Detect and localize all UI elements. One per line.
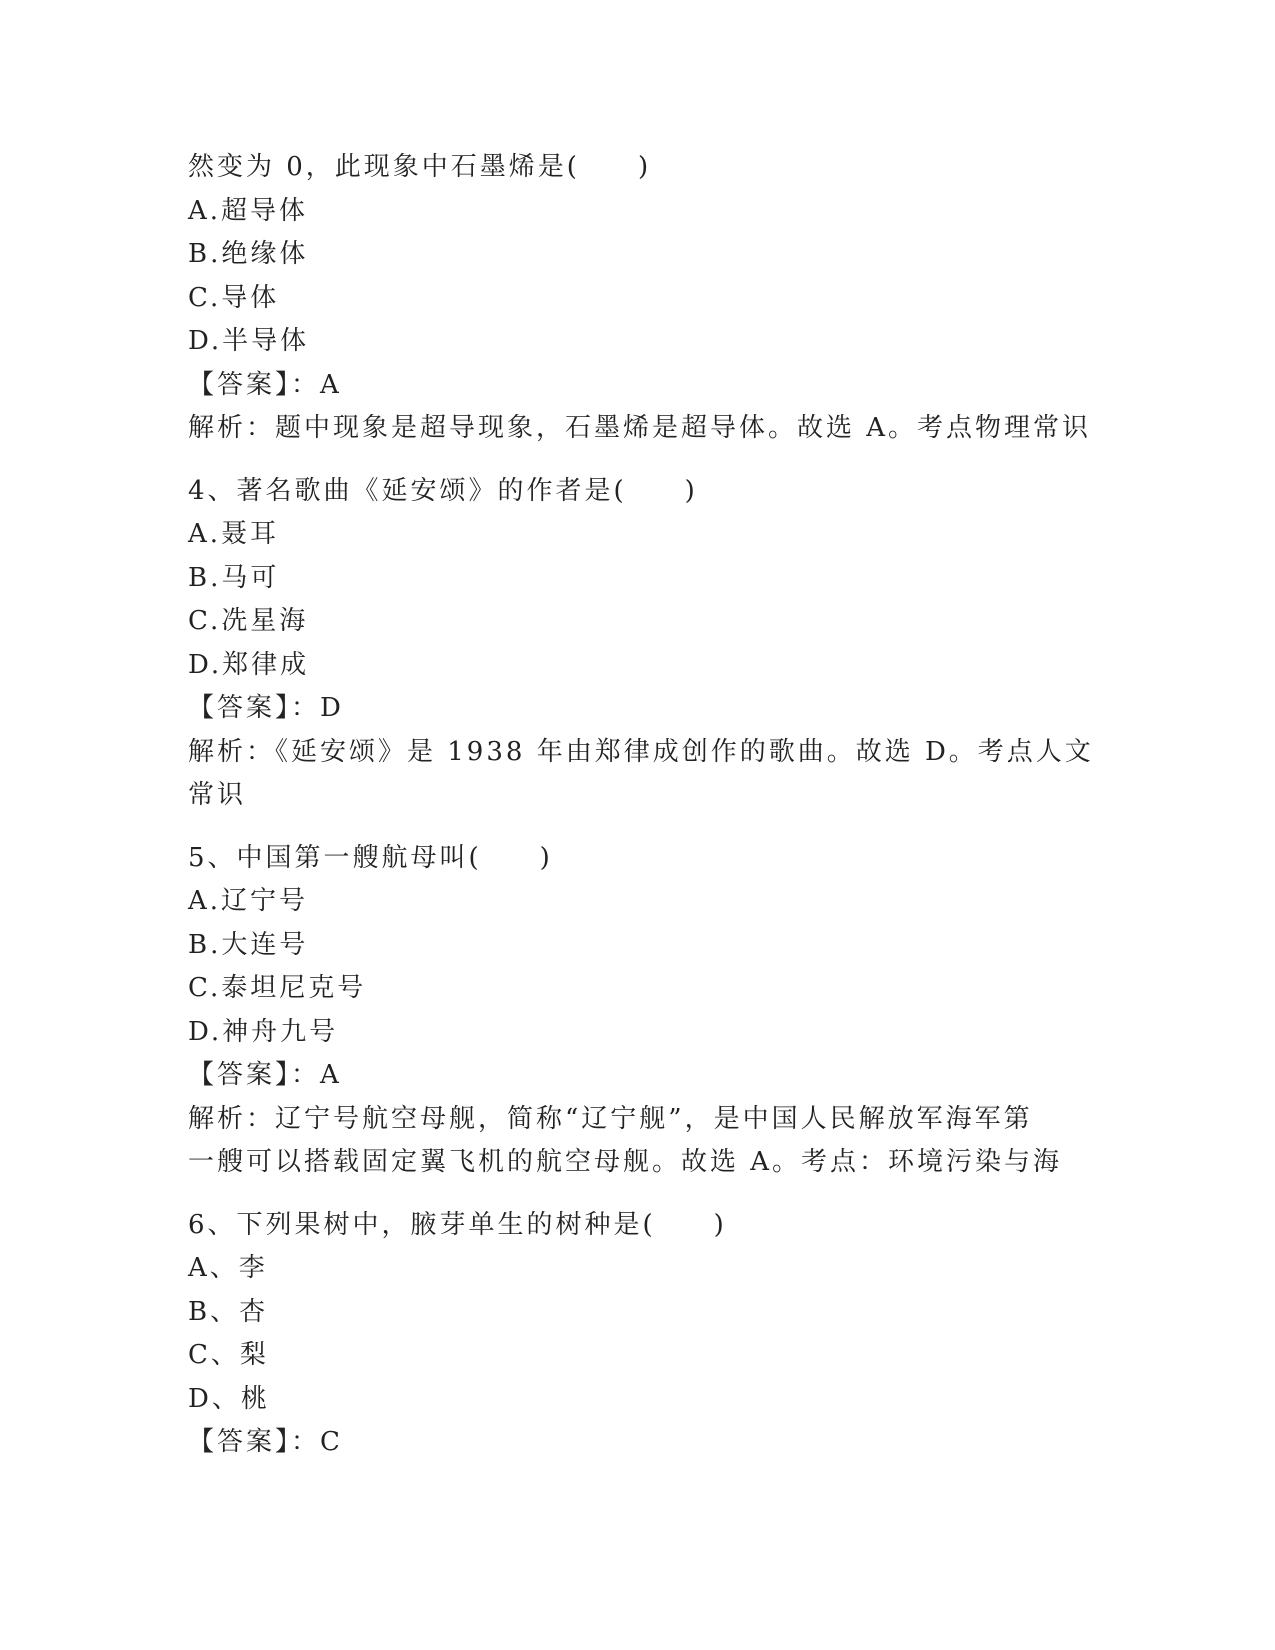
option-b: B、杏	[188, 1296, 269, 1327]
analysis-line-1: 解析：《延安颂》是 1938 年由郑律成创作的歌曲。故选 D。考点人文	[188, 736, 1094, 767]
analysis-line: 解析：题中现象是超导现象，石墨烯是超导体。故选 A。考点物理常识	[188, 413, 1092, 443]
option-d: D.神舟九号	[188, 1016, 339, 1047]
option-a: A、李	[188, 1253, 268, 1283]
question-stem: 然变为 0，此现象中石墨烯是( )	[188, 152, 652, 182]
answer-line: 【答案】：C	[188, 1427, 343, 1457]
question-stem: 6、下列果树中，腋芽单生的树种是( )	[188, 1209, 727, 1240]
option-d: D.郑律成	[188, 649, 310, 680]
analysis-line-1: 解析：辽宁号航空母舰，简称“辽宁舰”，是中国人民解放军海军第	[188, 1103, 1033, 1134]
option-c: C.导体	[188, 282, 280, 313]
question-stem: 4、著名歌曲《延安颂》的作者是( )	[188, 475, 698, 506]
option-b: B.大连号	[188, 929, 309, 960]
option-d: D、桃	[188, 1383, 270, 1414]
document-page	[188, 146, 1094, 1465]
question-stem: 5、中国第一艘航母叫( )	[188, 842, 553, 873]
spacer	[188, 818, 1088, 837]
answer-line: 【答案】：A	[188, 369, 342, 400]
option-c: C.泰坦尼克号	[188, 973, 367, 1003]
spacer	[188, 1185, 1088, 1204]
question-block-6	[188, 1204, 1088, 1465]
option-b: B.马可	[188, 562, 280, 593]
option-a: A.辽宁号	[188, 886, 309, 916]
analysis-line-2: 常识	[188, 780, 247, 810]
option-c: C.冼星海	[188, 606, 309, 636]
spacer	[188, 451, 1088, 470]
option-b: B.绝缘体	[188, 239, 309, 269]
option-a: A.超导体	[188, 195, 309, 226]
option-d: D.半导体	[188, 326, 310, 356]
question-block-5	[188, 837, 1088, 1185]
option-c: C、梨	[188, 1340, 269, 1370]
answer-line: 【答案】：A	[188, 1060, 342, 1090]
answer-line: 【答案】：D	[188, 693, 344, 723]
option-a: A.聂耳	[188, 519, 280, 549]
question-block-graphene	[188, 146, 1092, 451]
analysis-line-2: 一艘可以搭载固定翼飞机的航空母舰。故选 A。考点：环境污染与海	[188, 1147, 1063, 1177]
question-block-4	[188, 470, 1094, 818]
